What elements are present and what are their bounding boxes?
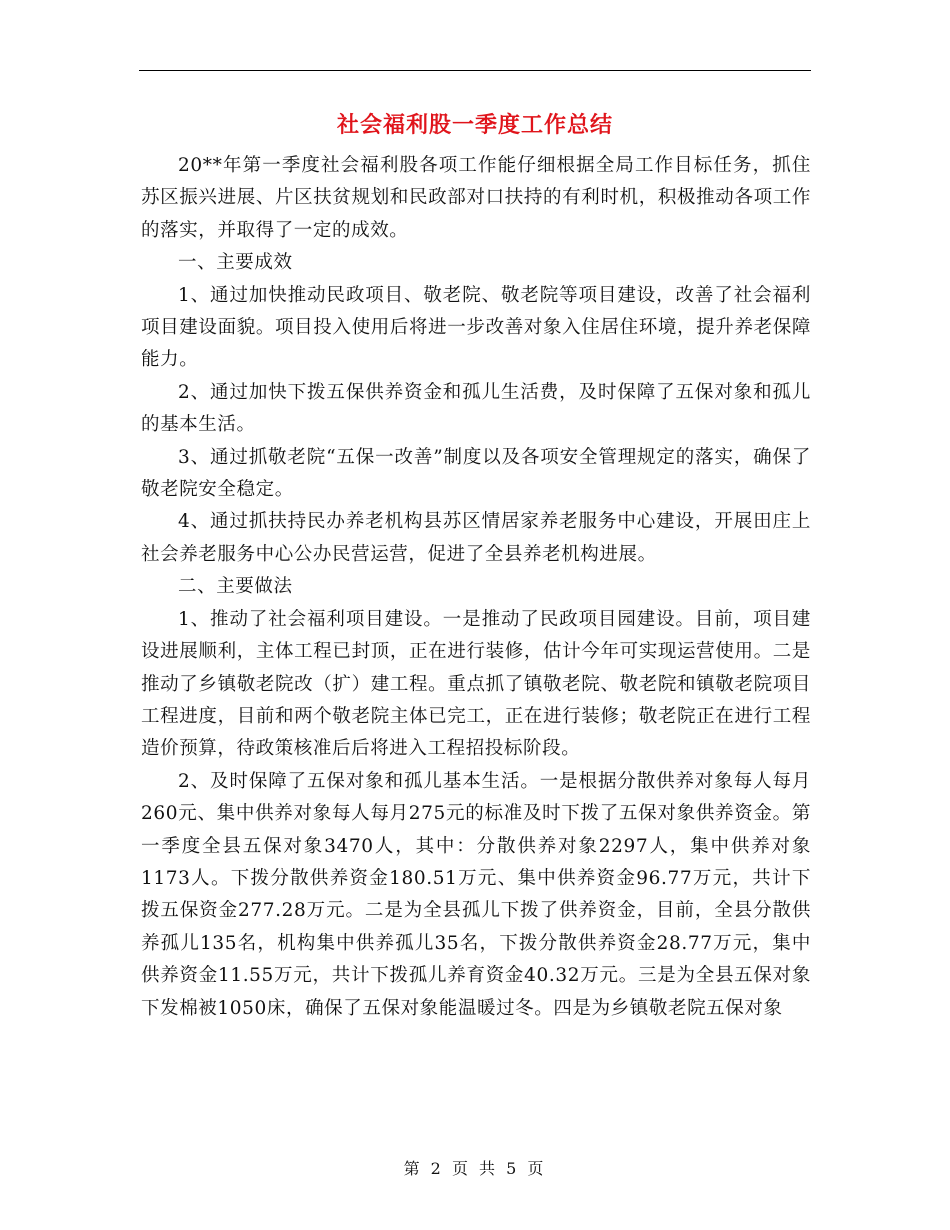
header-rule [139,70,811,71]
document-body [141,150,811,1025]
document-title: 社会福利股一季度工作总结 [336,112,613,138]
paragraph-achievement-1: 1、通过加快推动民政项目、敬老院、敬老院等项目建设，改善了社会福利项目建设面貌。项目投入使用后将进一步改善对象入住居住环境，提升养老保障能力。 [141,284,811,371]
page-footer: 第 2 页 共 5 页 [403,1159,547,1178]
section-heading-achievements: 一、主要成效 [178,252,293,274]
paragraph-achievement-4: 4、通过抓扶持民办养老机构县苏区情居家养老服务中心建设，开展田庄上社会养老服务中心公办民营运营，促进了全县养老机构进展。 [141,511,811,565]
section-heading-methods: 二、主要做法 [178,576,293,598]
paragraph-achievement-3: 3、通过抓敬老院“五保一改善”制度以及各项安全管理规定的落实，确保了敬老院安全稳定。 [141,446,811,501]
paragraph-intro: 20**年第一季度社会福利股各项工作能仔细根据全局工作目标任务，抓住苏区振兴进展、片区扶贫规划和民政部对口扶持的有利时机，积极推动各项工作的落实，并取得了一定的成效。 [141,155,811,241]
paragraph-method-2: 2、及时保障了五保对象和孤儿基本生活。一是根据分散供养对象每人每月260元、集中供养对象每人每月275元的标准及时下拨了五保对象供养资金。第一季度全县五保对象3470人，其中：分散供养对象2297人，集中供养对象1173人。下拨分散供养资金180.51万元、集中供养资金96.77万元，共计下拨五保资金277.28万元。二是为全县孤儿下拨了供养资金，目前，全县分散供养孤儿135名，机构集中供养孤儿35名，下拨分散供养资金28.77万元，集中供养资金11.55万元，共计下拨孤儿养育资金40.32万元。三是为全县五保对象下发棉被1050床，确保了五保对象能温暖过冬。四是为乡镇敬老院五保对象 [141,770,811,1019]
paragraph-achievement-2: 2、通过加快下拨五保供养资金和孤儿生活费，及时保障了五保对象和孤儿的基本生活。 [141,381,811,436]
paragraph-method-1: 1、推动了社会福利项目建设。一是推动了民政项目园建设。目前，项目建设进展顺利，主体工程已封顶，正在进行装修，估计今年可实现运营使用。二是推动了乡镇敬老院改（扩）建工程。重点抓了镇敬老院、敬老院和镇敬老院项目工程进度，目前和两个敬老院主体已完工，正在进行装修；敬老院正在进行工程造价预算，待政策核准后后将进入工程招投标阶段。 [141,608,811,760]
